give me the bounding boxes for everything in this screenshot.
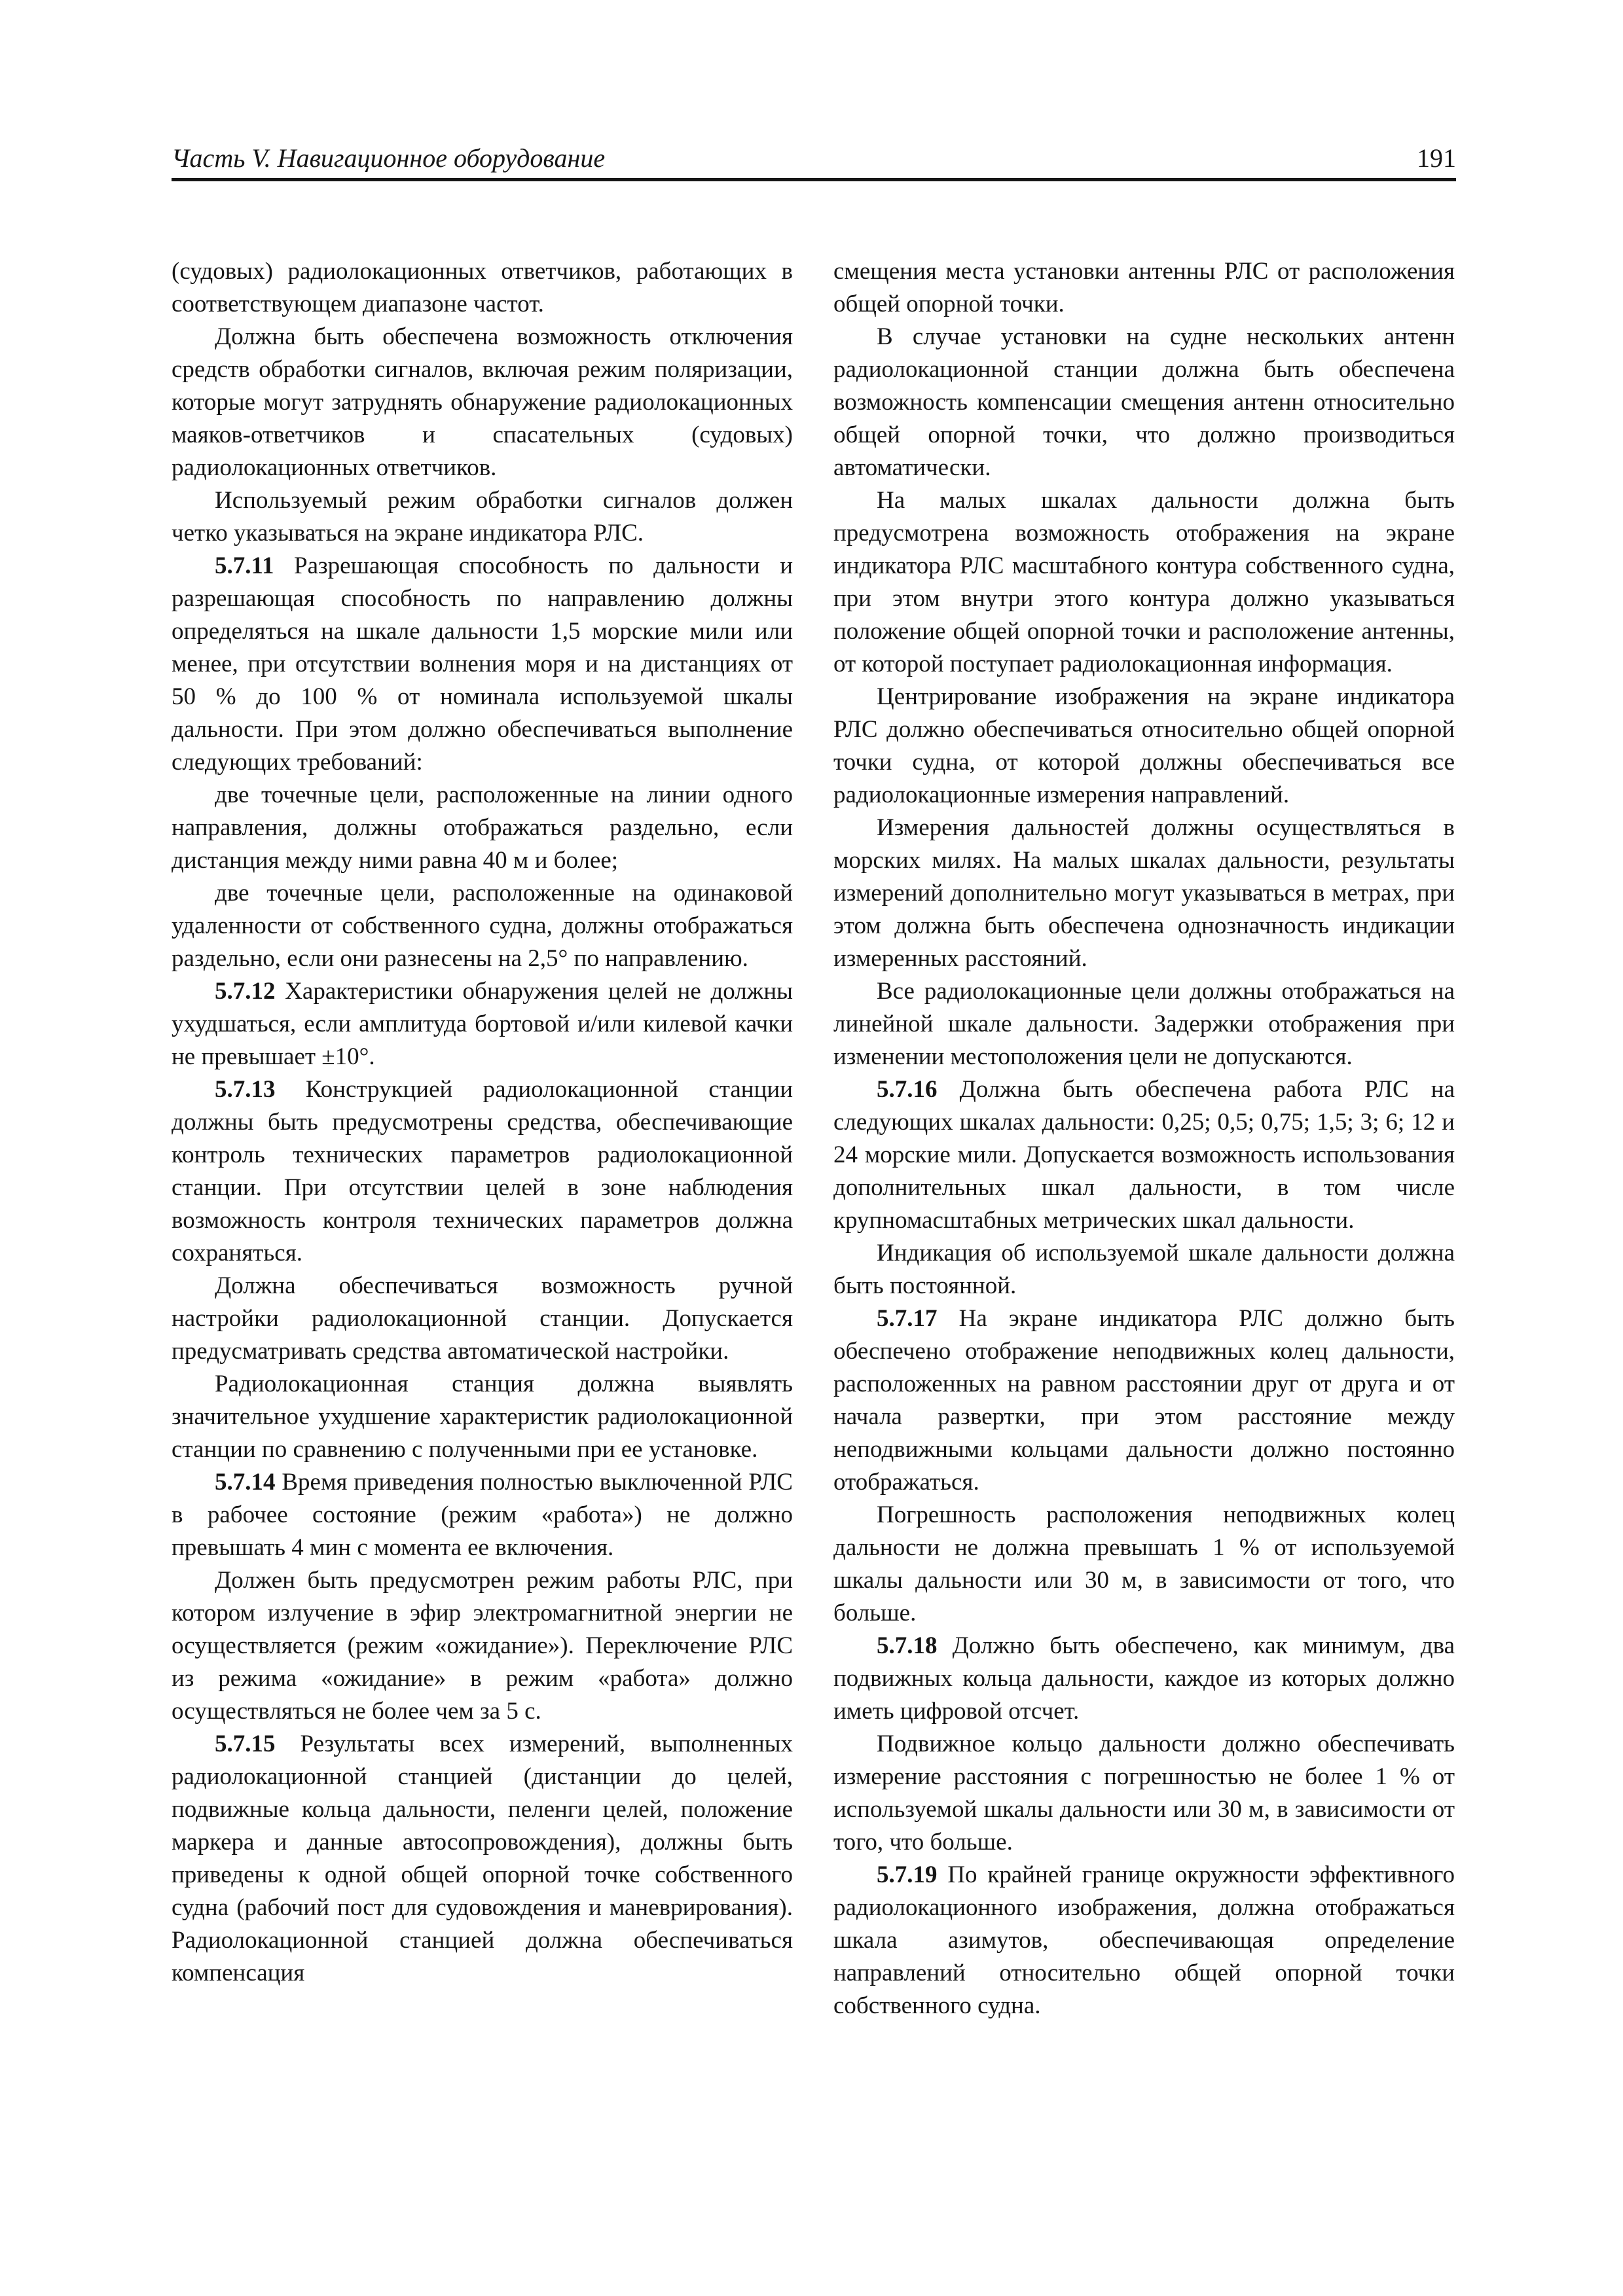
section-number: 5.7.16 [877,1076,938,1103]
section-number: 5.7.12 [215,978,276,1005]
paragraph-text: Должна быть обеспечена возможность отключения средств обработки сигналов, включая режим поляризации, которые могут затруднять обнаружение радиолокационных маяков-ответчиков и спасательных (судовых) радиолокационных ответчиков. [172,323,793,481]
page-number: 191 [1417,143,1456,173]
header-title: Часть V. Навигационное оборудование [172,143,606,173]
paragraph-text: Результаты всех измерений, выполненных радиолокационной станцией (дистанции до целей, подвижные кольца дальности, пеленги целей, положение маркера и данные автосопровождения), должны быть приведены к одной общей опорной точке собственного судна (рабочий пост для судовождения и маневрирования). Радиолокационной станцией должна обеспечиваться компенсация [172,1731,793,1986]
paragraph-text: На малых шкалах дальности должна быть предусмотрена возможность отображения на экране индикатора РЛС масштабного контура собственного судна, при этом внутри этого контура должно указываться положение общей опорной точки и расположение антенны, от которой поступает радиолокационная информация. [833,487,1455,677]
paragraph-text: В случае установки на судне нескольких антенн радиолокационной станции должна быть обеспечена возможность компенсации смещения антенн относительно общей опорной точки, что должно производиться автоматически. [833,323,1455,481]
paragraph-text: Время приведения полностью выключенной РЛС в рабочее состояние (режим «работа») не должно превышать 4 мин с момента ее включения. [172,1469,793,1561]
paragraph [172,550,793,779]
paragraph-text: Должна быть обеспечена работа РЛС на следующих шкалах дальности: 0,25; 0,5; 0,75; 1,5; 3; 6; 12 и 24 морские мили. Допускается возможность использования дополнительных шкал дальности, в том числе крупномасштабных метрических шкал дальности. [833,1076,1455,1234]
paragraph [172,1073,793,1270]
paragraph-text: По крайней границе окружности эффективного радиолокационного изображения, должна отображаться шкала азимутов, обеспечивающая определение направлений относительно общей опорной точки собственного судна. [833,1861,1455,2019]
paragraph-text: Все радиолокационные цели должны отображаться на линейной шкале дальности. Задержки отображения при изменении местоположения цели не допускаются. [833,978,1455,1070]
paragraph [172,255,793,321]
paragraph [833,1728,1455,1859]
paragraph-text: две точечные цели, расположенные на линии одного направления, должны отображаться раздельно, если дистанция между ними равна 40 м и более; [172,781,793,874]
paragraph [833,321,1455,484]
paragraph-text: Должен быть предусмотрен режим работы РЛС, при котором излучение в эфир электромагнитной энергии не осуществляется (режим «ожидание»). Переключение РЛС из режима «ожидание» в режим «работа» должно осуществляться не более чем за 5 с. [172,1567,793,1725]
paragraph-text: Центрирование изображения на экране индикатора РЛС должно обеспечиваться относительно общей опорной точки судна, от которой должны обеспечиваться все радиолокационные измерения направлений. [833,683,1455,808]
paragraph [172,484,793,550]
paragraph-text: Радиолокационная станция должна выявлять значительное ухудшение характеристик радиолокационной станции по сравнению с полученными при ее установке. [172,1371,793,1463]
paragraph-text: две точечные цели, расположенные на одинаковой удаленности от собственного судна, должны отображаться раздельно, если они разнесены на 2,5° по направлению. [172,880,793,972]
paragraph [833,1499,1455,1630]
section-number: 5.7.14 [215,1469,276,1496]
paragraph-text: Разрешающая способность по дальности и разрешающая способность по направлению должны определяться на шкале дальности 1,5 морские мили или менее, при отсутствии волнения моря и на дистанциях от 50 % до 100 % от номинала используемой шкалы дальности. При этом должно обеспечиваться выполнение следующих требований: [172,552,793,776]
paragraph-text: смещения места установки антенны РЛС от расположения общей опорной точки. [833,258,1455,317]
running-header [172,141,1456,181]
paragraph [172,1564,793,1728]
section-number: 5.7.13 [215,1076,276,1103]
paragraph-text: Должна обеспечиваться возможность ручной настройки радиолокационной станции. Допускается предусматривать средства автоматической настройки. [172,1272,793,1365]
paragraph [833,681,1455,812]
paragraph [833,255,1455,321]
paragraph [833,975,1455,1073]
left-column [172,255,793,2219]
section-number: 5.7.19 [877,1861,938,1888]
paragraph [172,877,793,975]
paragraph [172,975,793,1073]
paragraph [172,779,793,877]
paragraph [833,1073,1455,1237]
section-number: 5.7.18 [877,1632,938,1659]
paragraph-text: Используемый режим обработки сигналов должен четко указываться на экране индикатора РЛС. [172,487,793,547]
paragraph [833,1237,1455,1302]
section-number: 5.7.11 [215,552,274,579]
paragraph [833,484,1455,681]
paragraph [172,321,793,484]
paragraph-text: Конструкцией радиолокационной станции должны быть предусмотрены средства, обеспечивающие контроль технических параметров радиолокационной станции. При отсутствии целей в зоне наблюдения возможность контроля технических параметров должна сохраняться. [172,1076,793,1266]
paragraph [172,1270,793,1368]
paragraph-text: (судовых) радиолокационных ответчиков, работающих в соответствующем диапазоне частот. [172,258,793,317]
paragraph [833,812,1455,975]
section-number: 5.7.15 [215,1731,276,1757]
paragraph-text: На экране индикатора РЛС должно быть обеспечено отображение неподвижных колец дальности, расположенных на равном расстоянии друг от друга и от начала развертки, при этом расстояние между неподвижными кольцами дальности должно постоянно отображаться. [833,1305,1455,1496]
paragraph [172,1466,793,1564]
paragraph-text: Измерения дальностей должны осуществляться в морских милях. На малых шкалах дальности, результаты измерений дополнительно могут указываться в метрах, при этом должна быть обеспечена однозначность индикации измеренных расстояний. [833,814,1455,972]
paragraph [833,1859,1455,2022]
paragraph-text: Индикация об используемой шкале дальности должна быть постоянной. [833,1240,1455,1299]
paragraph [833,1302,1455,1499]
paragraph [833,1630,1455,1728]
right-column [833,255,1455,2219]
paragraph-text: Погрешность расположения неподвижных колец дальности не должна превышать 1 % от используемой шкалы дальности или 30 м, в зависимости от того, что больше. [833,1501,1455,1626]
paragraph [172,1368,793,1466]
paragraph-text: Должно быть обеспечено, как минимум, два подвижных кольца дальности, каждое из которых должно иметь цифровой отсчет. [833,1632,1455,1725]
paragraph-text: Характеристики обнаружения целей не должны ухудшаться, если амплитуда бортовой и/или килевой качки не превышает ±10°. [172,978,793,1070]
paragraph-text: Подвижное кольцо дальности должно обеспечивать измерение расстояния с погрешностью не более 1 % от используемой шкалы дальности или 30 м, в зависимости от того, что больше. [833,1731,1455,1856]
paragraph [172,1728,793,1990]
section-number: 5.7.17 [877,1305,938,1332]
